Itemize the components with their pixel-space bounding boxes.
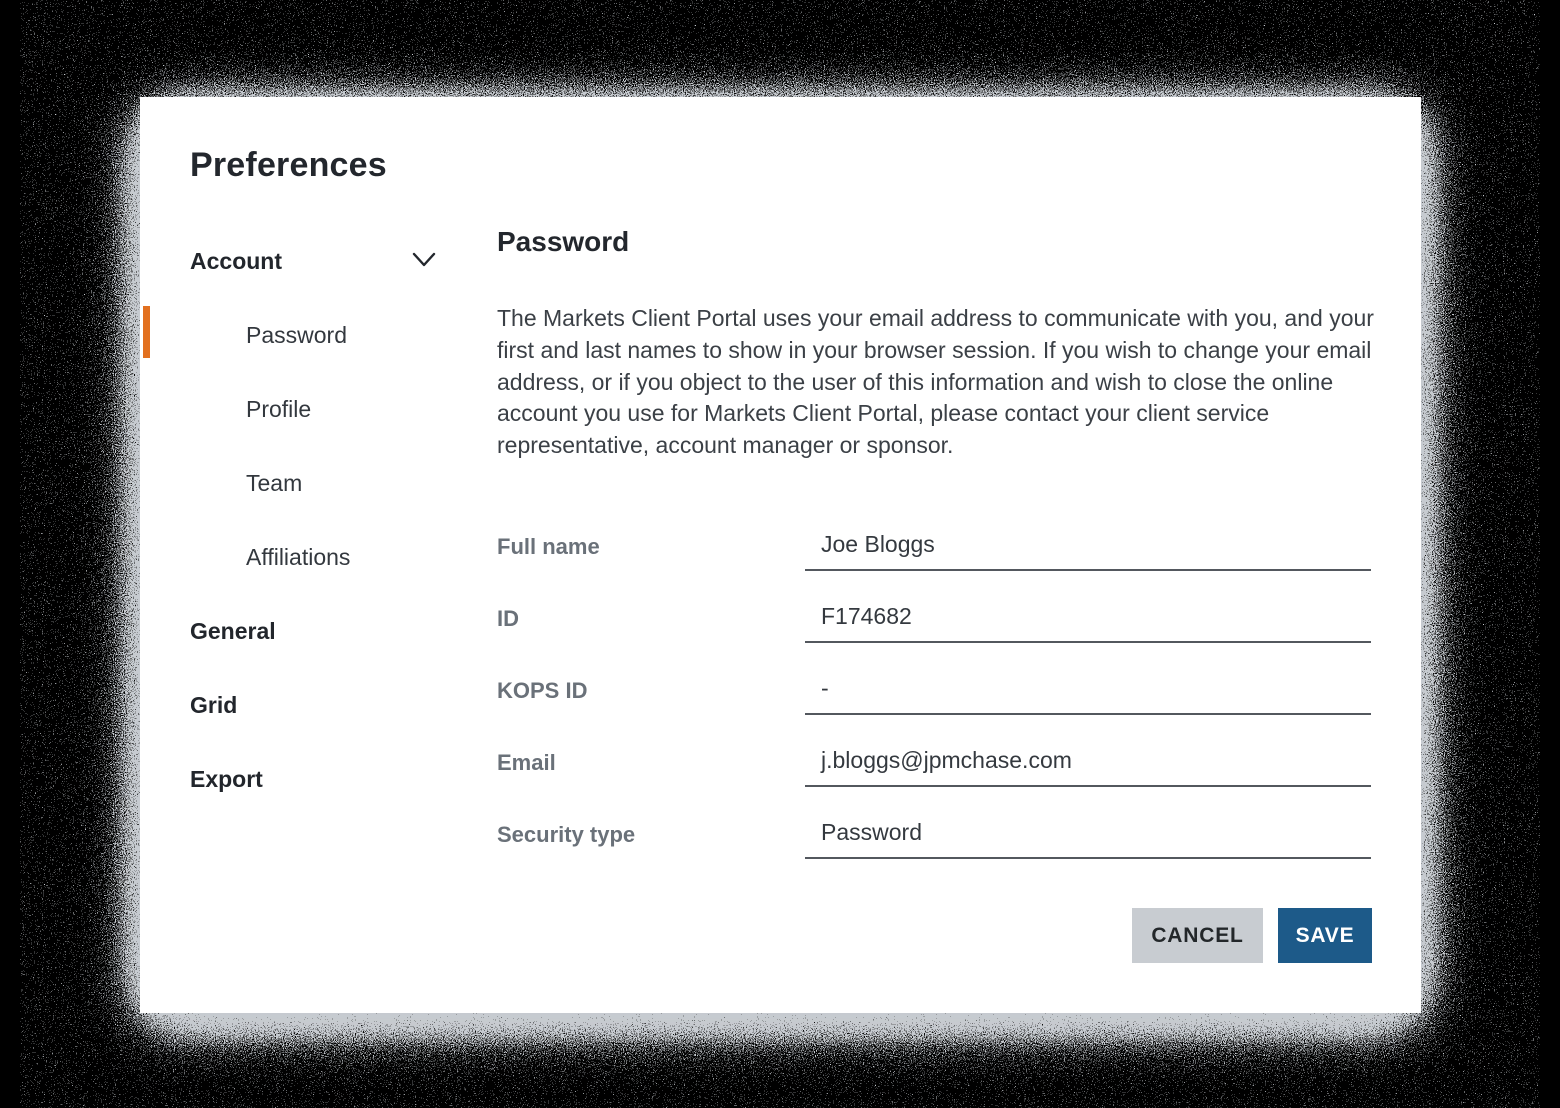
field-row-email [497,749,1377,787]
field-row-full-name [497,533,1377,571]
active-item-indicator [143,306,150,358]
field-row-kops-id [497,677,1377,715]
security-type-label: Security type [497,822,636,847]
chevron-down-icon [412,252,436,268]
security-type-input[interactable]: Password [805,817,1371,859]
id-label: ID [497,606,519,631]
preferences-dialog [140,97,1421,1013]
sidebar-item-password[interactable]: Password [246,322,347,348]
full-name-input[interactable]: Joe Bloggs [805,529,1371,571]
section-heading: Password [497,226,630,257]
email-input[interactable]: j.bloggs@jpmchase.com [805,745,1371,787]
sidebar-item-general[interactable]: General [190,618,276,644]
full-name-label: Full name [497,534,600,559]
sidebar-item-export[interactable]: Export [190,766,263,792]
sidebar-item-team[interactable]: Team [246,470,303,496]
save-button[interactable]: SAVE [1278,908,1372,963]
email-label: Email [497,750,556,775]
sidebar-item-profile[interactable]: Profile [246,396,312,422]
dialog-title: Preferences [190,146,387,184]
sidebar-item-account[interactable]: Account [190,248,282,274]
field-row-id [497,605,1377,643]
description-text: The Markets Client Portal uses your email address to communicate with you, and your first and last names to show in your browser session. If you wish to change your email address, or if you object to the user of this information and wish to close the online account you use for Markets Client Portal, please contact your client service representative, account manager or sponsor. [497,305,1374,459]
sidebar-item-affiliations[interactable]: Affiliations [246,544,351,570]
field-row-security-type [497,821,1377,859]
kops-id-label: KOPS ID [497,678,588,703]
cancel-button[interactable]: CANCEL [1132,908,1263,963]
sidebar-item-grid[interactable]: Grid [190,692,238,718]
kops-id-input[interactable]: - [805,673,1371,715]
id-input[interactable]: F174682 [805,601,1371,643]
